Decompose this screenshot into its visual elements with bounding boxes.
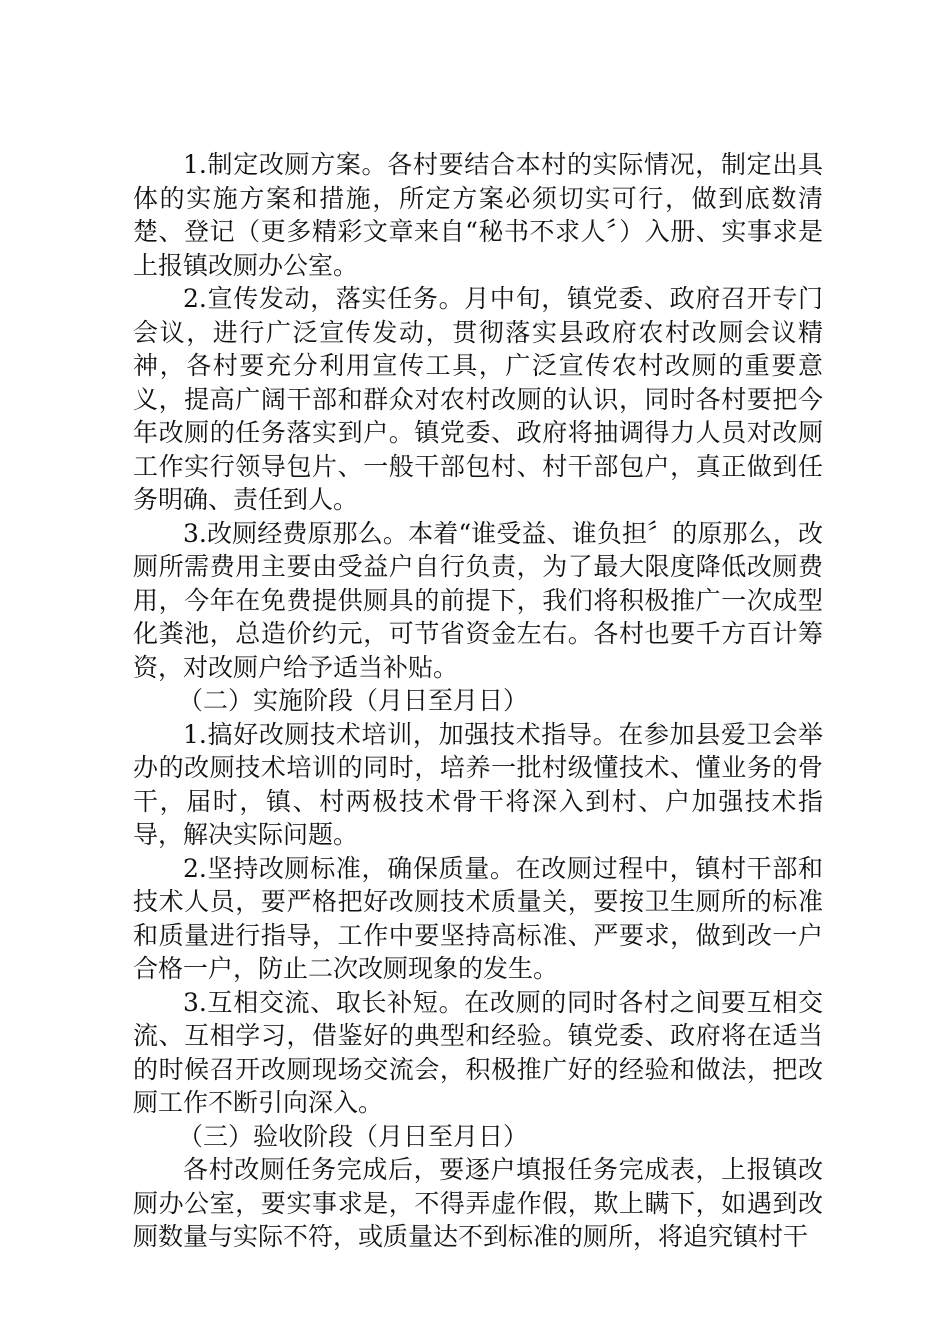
section-heading-implementation: （二）实施阶段（月日至月日） [178,686,529,715]
paragraph-standards: 2.坚持改厕标准，确保质量。在改厕过程中，镇村干部和技术人员，要严格把好改厕技术质量关，要按卫生厕所的标准和质量进行指导，工作中要坚持高标准、严要求，做到改一户合格一户，防止二次改厕现象的发生。 [133,853,823,983]
paragraph-acceptance: 各村改厕任务完成后，要逐户填报任务完成表，上报镇改厕办公室，要实事求是，不得弄虚作假，欺上瞒下，如遇到改厕数量与实际不符，或质量达不到标准的厕所，将追究镇村干 [133,1155,823,1251]
paragraph-exchange: 3.互相交流、取长补短。在改厕的同时各村之间要互相交流、互相学习，借鉴好的典型和经验。镇党委、政府将在适当的时候召开改厕现场交流会，积极推广好的经验和做法，把改厕工作不断引向深入。 [133,987,823,1117]
paragraph-plan: 1.制定改厕方案。各村要结合本村的实际情况，制定出具体的实施方案和措施，所定方案必须切实可行，做到底数清楚、登记（更多精彩文章来自“秘书不求人〞）入册、实事求是上报镇改厕办公室。 [133,150,823,280]
document-body [133,148,823,1254]
paragraph-funding: 3.改厕经费原那么。本着“谁受益、谁负担〞的原那么，改厕所需费用主要由受益户自行负责，为了最大限度降低改厕费用，今年在免费提供厕具的前提下，我们将积极推广一次成型化粪池，总造价约元，可节省资金左右。各村也要千方百计筹资，对改厕户给予适当补贴。 [133,518,823,682]
section-heading-acceptance: （三）验收阶段（月日至月日） [178,1121,529,1151]
paragraph-publicity: 2.宣传发动，落实任务。月中旬，镇党委、政府召开专门会议，进行广泛宣传发动，贯彻落实县政府农村改厕会议精神，各村要充分利用宣传工具，广泛宣传农村改厕的重要意义，提高广阔干部和群众对农村改厕的认识，同时各村要把今年改厕的任务落实到户。镇党委、政府将抽调得力人员对改厕工作实行领导包片、一般干部包村、村干部包户，真正做到任务明确、责任到人。 [133,284,823,514]
paragraph-training: 1.搞好改厕技术培训，加强技术指导。在参加县爱卫会举办的改厕技术培训的同时，培养一批村级懂技术、懂业务的骨干，届时，镇、村两极技术骨干将深入到村、户加强技术指导，解决实际问题。 [133,719,823,849]
